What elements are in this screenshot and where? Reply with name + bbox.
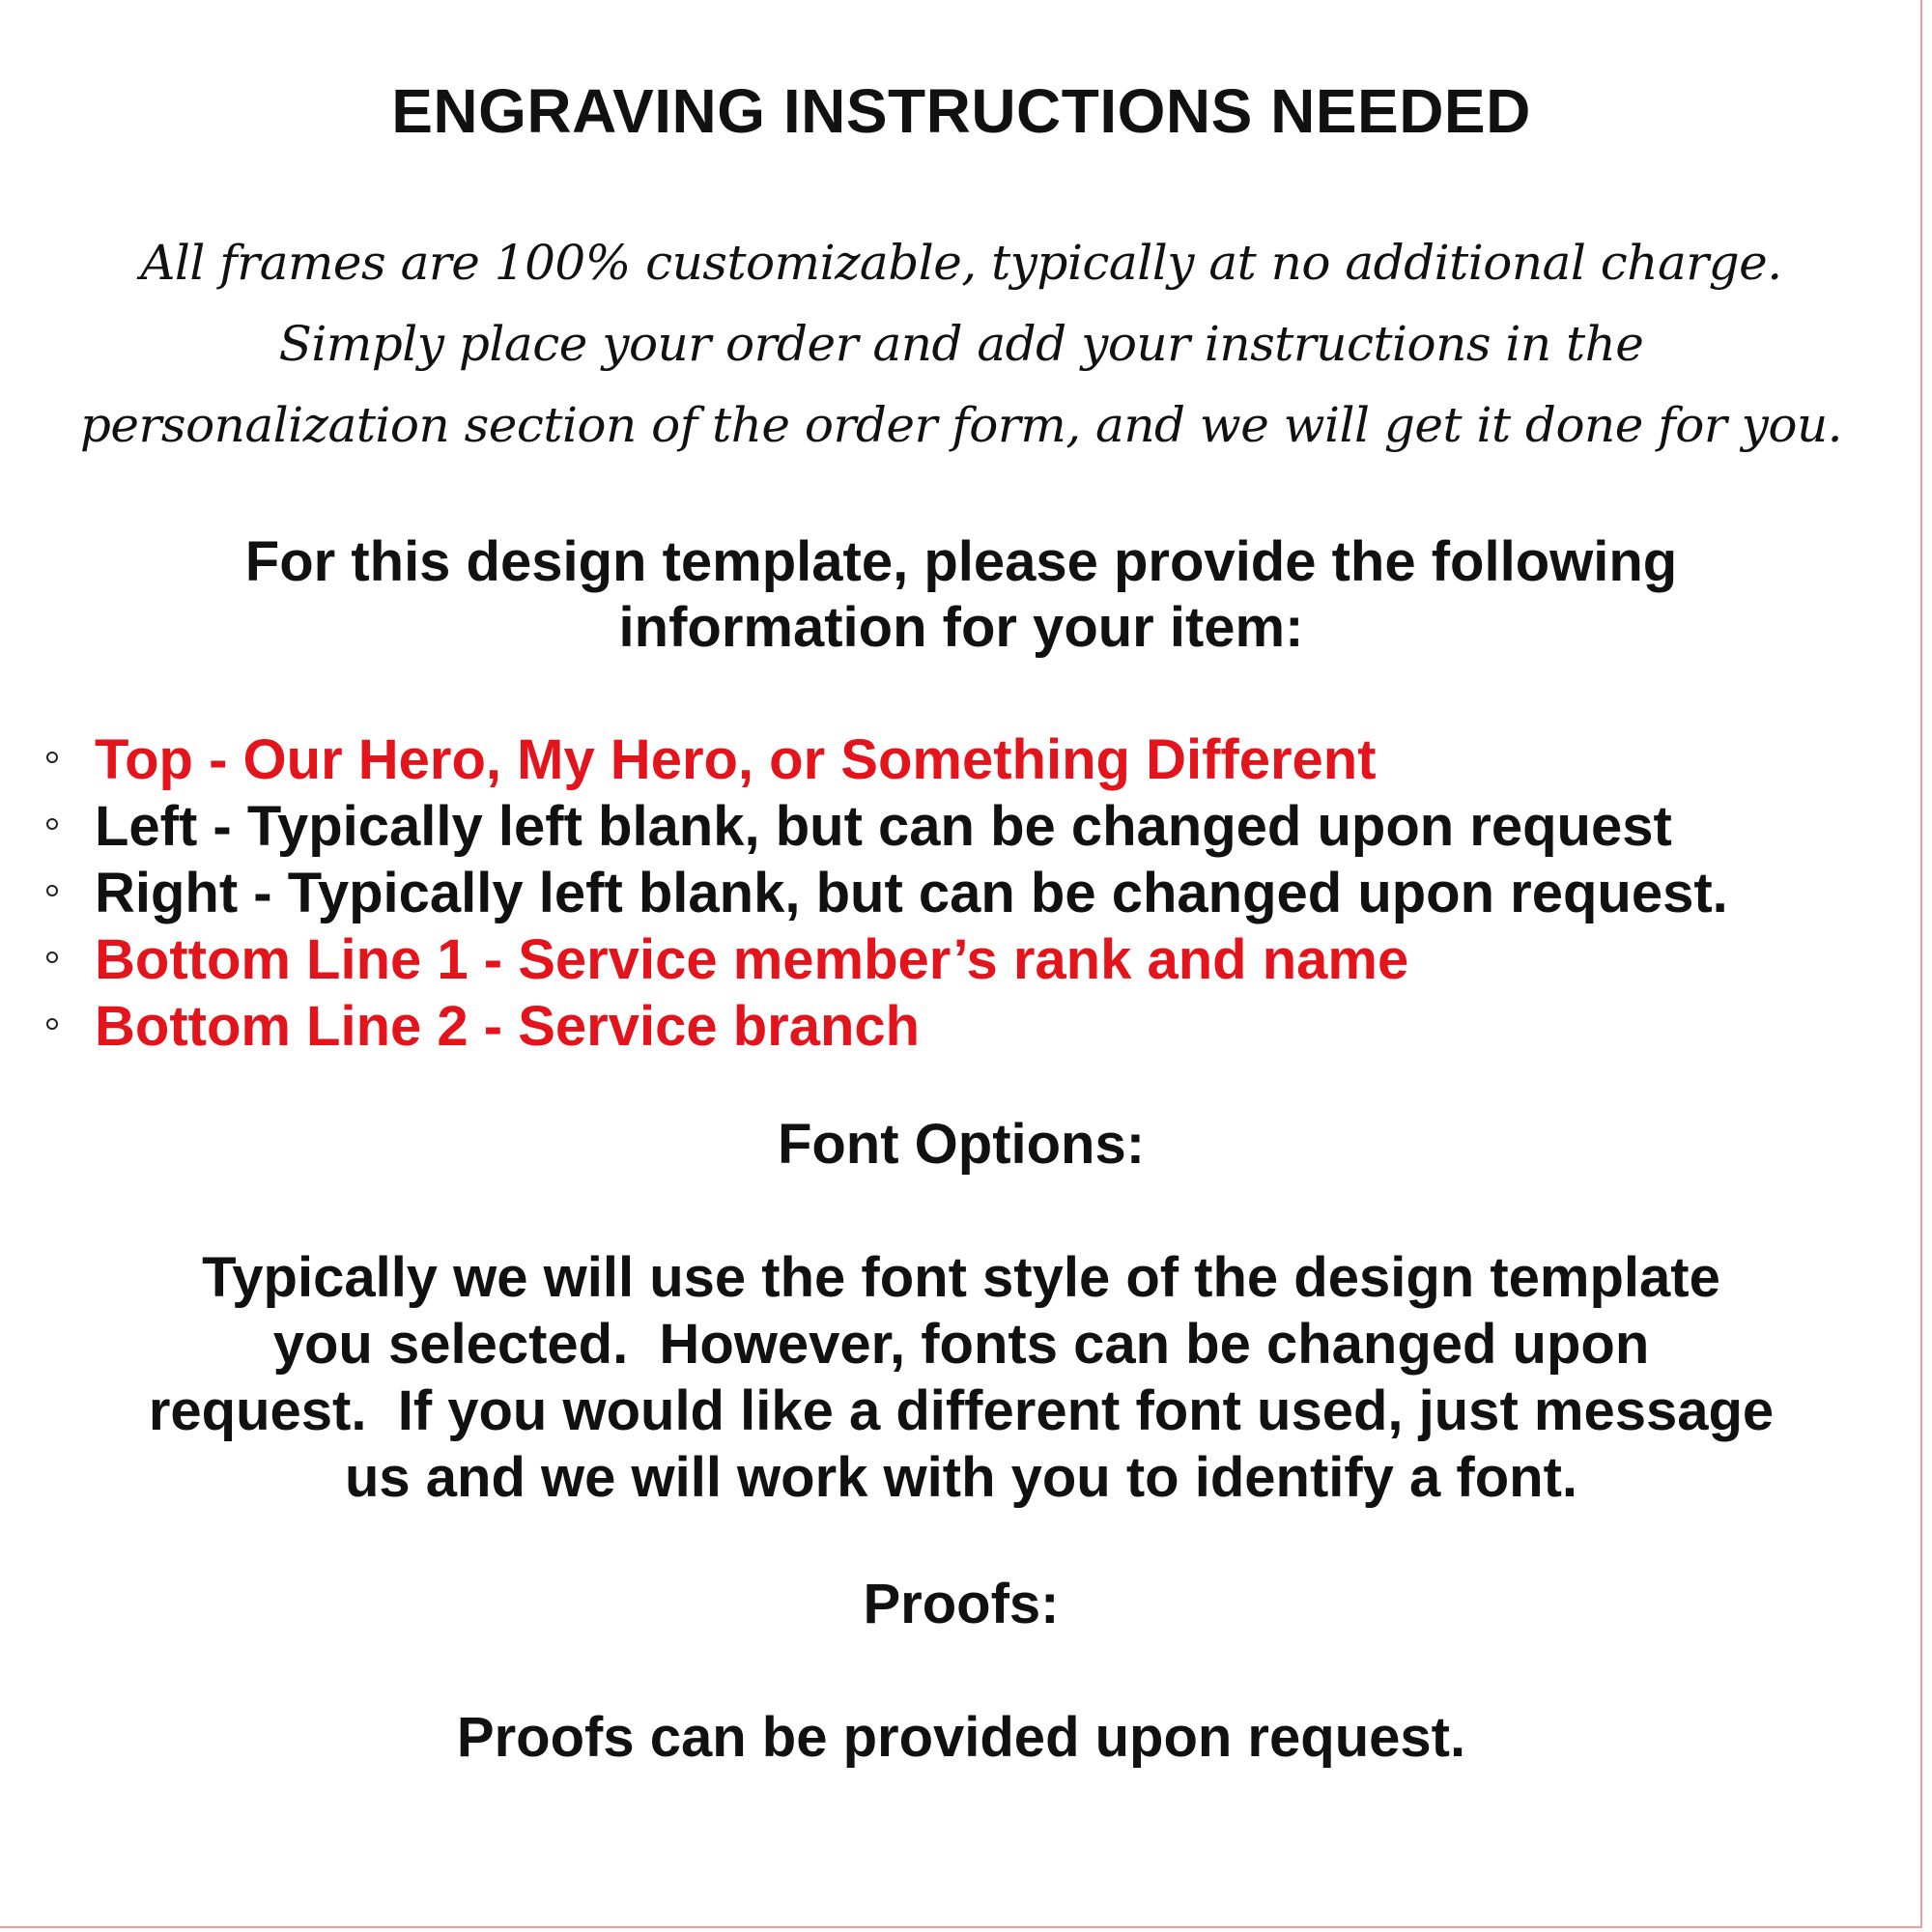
font-options-line: request. If you would like a different font used, just message [148,1379,1775,1442]
list-item-text: Left - Typically left blank, but can be changed upon request [95,795,1672,858]
font-options-line: us and we will work with you to identify a font. [344,1446,1578,1509]
customization-note-line: All frames are 100% customizable, typically at no additional charge. [140,235,1782,291]
font-options-text [0,1244,1922,1511]
bullet-icon [46,1018,58,1030]
engraving-fields-list [46,726,1911,1060]
page-title: ENGRAVING INSTRUCTIONS NEEDED [391,76,1531,146]
list-item-text: Right - Typically left blank, but can be changed upon request. [95,862,1728,924]
template-intro-line: information for your item: [618,596,1304,659]
customization-note [0,222,1922,466]
customization-note-line: Simply place your order and add your instructions in the [278,316,1644,372]
template-intro-line: For this design template, please provide the following [244,530,1678,593]
proofs-line: Proofs can be provided upon request. [456,1706,1466,1769]
list-item-left [46,793,1911,860]
proofs-text [0,1704,1922,1771]
bullet-icon [46,885,58,896]
list-item-bottom-line-2 [46,993,1911,1060]
bullet-icon [46,752,58,763]
proofs-heading: Proofs: [863,1573,1060,1635]
list-item-text: Bottom Line 2 - Service branch [95,995,921,1058]
template-intro [0,529,1922,661]
font-options-line: you selected. However, fonts can be changed upon [272,1313,1650,1376]
customization-note-line: personalization section of the order form, and we will get it done for you. [79,397,1843,453]
bullet-icon [46,952,58,963]
list-item-text: Top - Our Hero, My Hero, or Something Different [95,728,1377,791]
font-options-heading: Font Options: [777,1113,1146,1176]
bullet-icon [46,818,58,830]
list-item-right [46,860,1911,926]
list-item-top [46,726,1911,793]
font-options-line: Typically we will use the font style of the design template [202,1246,1720,1309]
list-item-bottom-line-1 [46,926,1911,993]
list-item-text: Bottom Line 1 - Service member’s rank and name [95,928,1409,991]
